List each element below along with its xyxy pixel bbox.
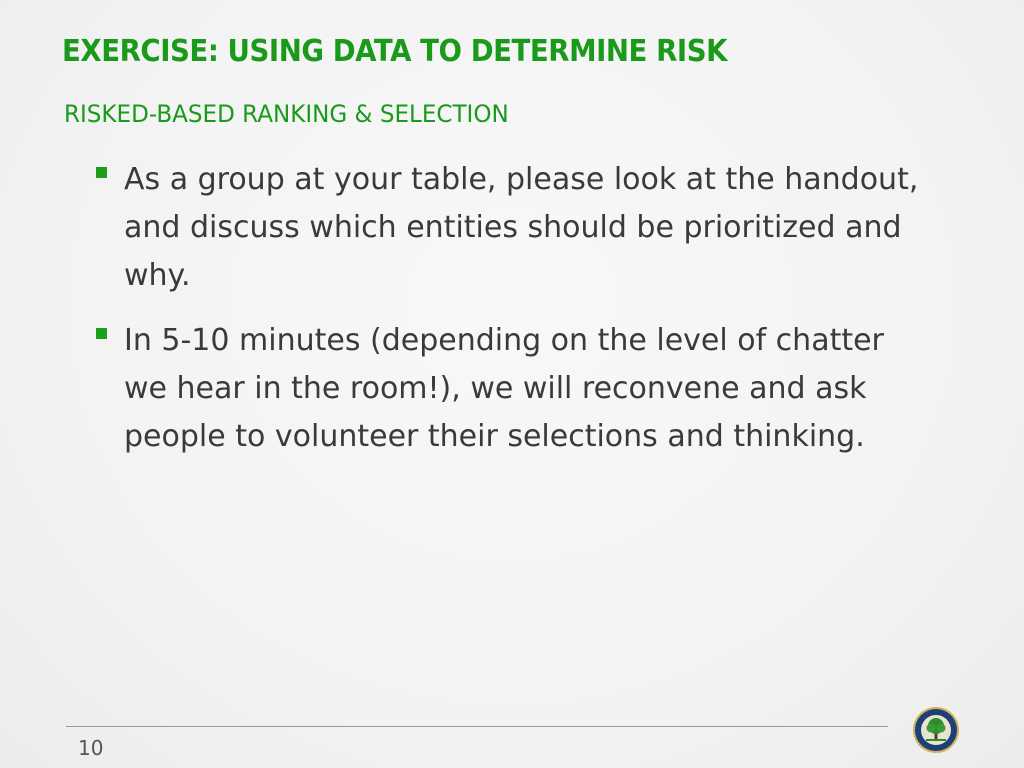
department-seal-icon (912, 706, 960, 754)
bullet-item (96, 317, 926, 461)
page-number: 10 (78, 736, 104, 760)
bullet-text: As a group at your table, please look at the handout, and discuss which entities should be prioritized and why. (124, 162, 919, 293)
bullet-text: In 5-10 minutes (depending on the level of chatter we hear in the room!), we will reconvene and ask people to volunteer their selections and thinking. (124, 323, 884, 454)
square-bullet-icon (96, 167, 107, 178)
slide-subtitle: RISKED-BASED RANKING & SELECTION (64, 100, 509, 128)
bullet-item (96, 156, 926, 300)
slide-title: EXERCISE: USING DATA TO DETERMINE RISK (62, 34, 728, 69)
bullet-list (96, 156, 926, 478)
square-bullet-icon (96, 328, 107, 339)
footer-divider (66, 726, 888, 727)
